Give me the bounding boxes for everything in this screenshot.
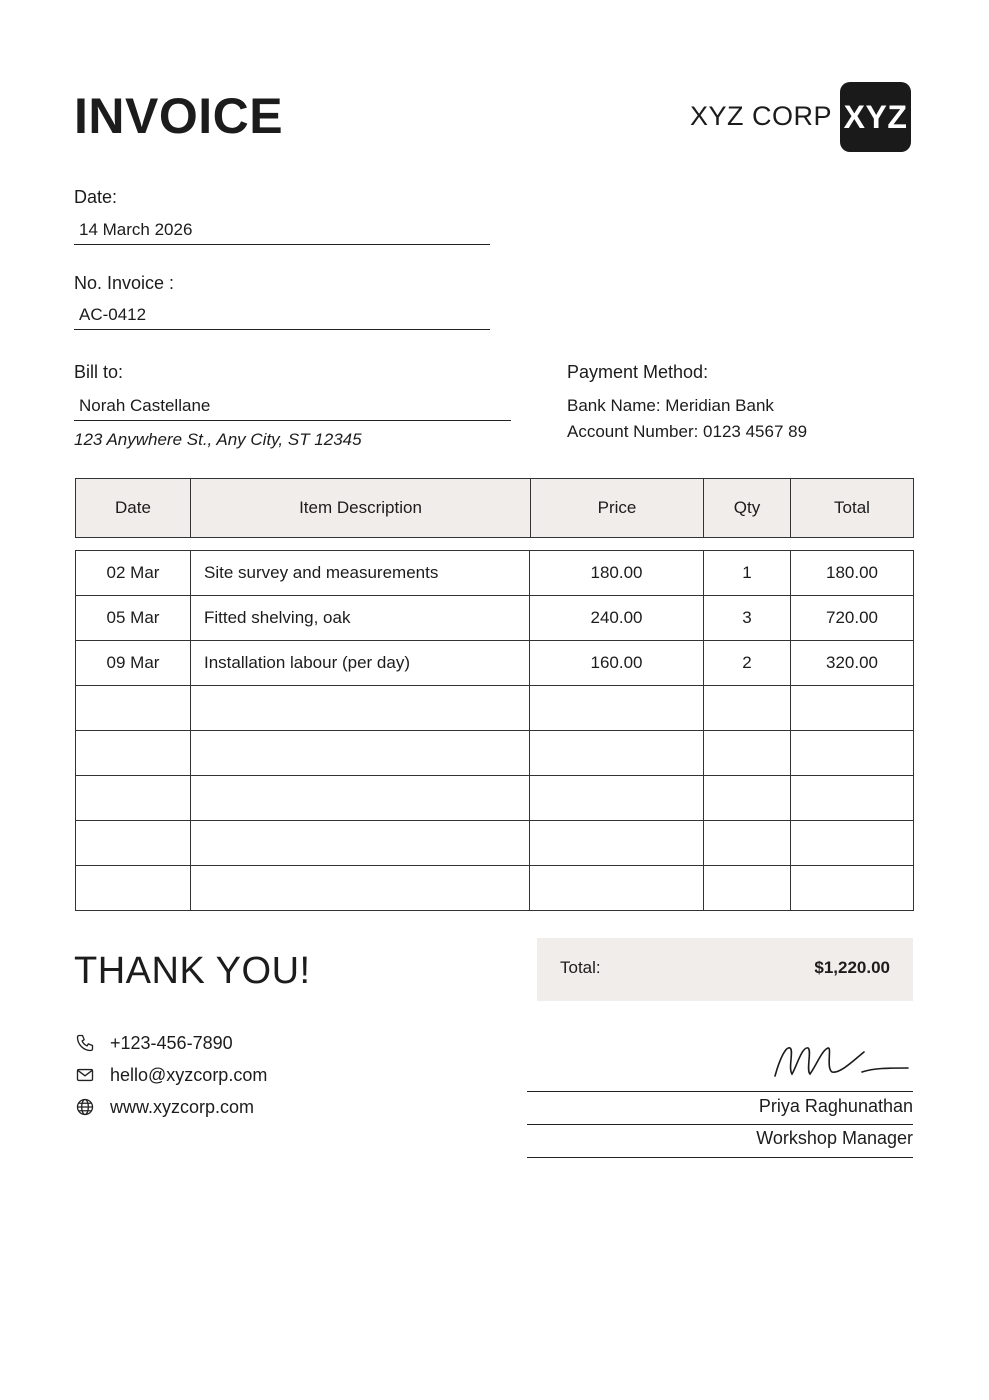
cell-qty: [704, 776, 791, 821]
cell-total: [791, 686, 914, 731]
table-row: [76, 551, 914, 596]
table-row: [76, 866, 914, 911]
account-number: Account Number: 0123 4567 89: [567, 422, 808, 441]
table-row: [76, 821, 914, 866]
table-row: [76, 596, 914, 641]
cell-description: [191, 866, 530, 911]
contact-website: [75, 1096, 254, 1118]
cell-price: [530, 686, 704, 731]
cell-total: 720.00: [791, 596, 914, 641]
cell-date: 02 Mar: [76, 551, 191, 596]
cell-date: [76, 686, 191, 731]
signature-mark: [770, 1038, 910, 1083]
cell-total: 320.00: [791, 641, 914, 686]
cell-qty: [704, 731, 791, 776]
cell-description: [191, 731, 530, 776]
contact-email: [75, 1064, 267, 1086]
cell-total: [791, 776, 914, 821]
contact-phone: [75, 1032, 233, 1054]
bank-name: Bank Name: Meridian Bank: [567, 396, 774, 415]
phone-text: +123-456-7890: [110, 1033, 233, 1053]
invoice-title: INVOICE: [74, 88, 284, 144]
company-logo: XYZ: [840, 82, 911, 152]
invoice-number-label: No. Invoice :: [74, 273, 175, 293]
cell-qty: 1: [704, 551, 791, 596]
bill-to-name: Norah Castellane: [74, 395, 511, 421]
name-line: [527, 1124, 913, 1125]
cell-total: [791, 731, 914, 776]
role-line: [527, 1157, 913, 1158]
cell-date: [76, 731, 191, 776]
items-table: [75, 550, 914, 911]
cell-date: [76, 821, 191, 866]
cell-date: [76, 866, 191, 911]
total-value: $1,220.00: [814, 958, 890, 977]
company-name: XYZ CORP: [690, 101, 833, 131]
cell-price: 160.00: [530, 641, 704, 686]
total-box: [537, 938, 913, 1001]
website-text: www.xyzcorp.com: [110, 1097, 255, 1117]
cell-qty: [704, 821, 791, 866]
signer-role: Workshop Manager: [756, 1128, 913, 1148]
table-row: [76, 776, 914, 821]
cell-price: [530, 866, 704, 911]
header-description: Item Description: [191, 479, 531, 538]
cell-description: Fitted shelving, oak: [191, 596, 530, 641]
header-date: Date: [76, 479, 191, 538]
date-field: 14 March 2026: [74, 219, 490, 245]
cell-qty: 2: [704, 641, 791, 686]
signature-line: [527, 1091, 913, 1092]
cell-qty: 3: [704, 596, 791, 641]
cell-date: [76, 776, 191, 821]
thank-you-text: THANK YOU!: [74, 950, 311, 992]
invoice-number-field: AC-0412: [74, 304, 490, 330]
cell-total: 180.00: [791, 551, 914, 596]
cell-description: [191, 821, 530, 866]
cell-date: 05 Mar: [76, 596, 191, 641]
cell-price: [530, 776, 704, 821]
cell-total: [791, 866, 914, 911]
mail-icon: [75, 1065, 95, 1085]
date-label: Date:: [74, 187, 118, 207]
cell-price: 240.00: [530, 596, 704, 641]
signer-name: Priya Raghunathan: [758, 1096, 913, 1116]
phone-icon: [75, 1033, 95, 1053]
globe-icon: [75, 1097, 95, 1117]
table-row: [76, 641, 914, 686]
cell-description: [191, 776, 530, 821]
total-label: Total:: [560, 958, 601, 977]
cell-price: [530, 731, 704, 776]
cell-price: 180.00: [530, 551, 704, 596]
cell-qty: [704, 686, 791, 731]
bill-to-label: Bill to:: [74, 362, 124, 382]
cell-description: [191, 686, 530, 731]
cell-qty: [704, 866, 791, 911]
cell-date: 09 Mar: [76, 641, 191, 686]
payment-method-label: Payment Method:: [567, 362, 709, 382]
cell-description: Site survey and measurements: [191, 551, 530, 596]
header-qty: Qty: [704, 479, 791, 538]
email-text: hello@xyzcorp.com: [110, 1065, 268, 1085]
bill-to-address: 123 Anywhere St., Any City, ST 12345: [74, 430, 362, 449]
cell-description: Installation labour (per day): [191, 641, 530, 686]
header-price: Price: [531, 479, 704, 538]
cell-total: [791, 821, 914, 866]
table-row: [76, 686, 914, 731]
table-header: [75, 478, 914, 538]
header-total: Total: [791, 479, 914, 538]
table-row: [76, 731, 914, 776]
cell-price: [530, 821, 704, 866]
